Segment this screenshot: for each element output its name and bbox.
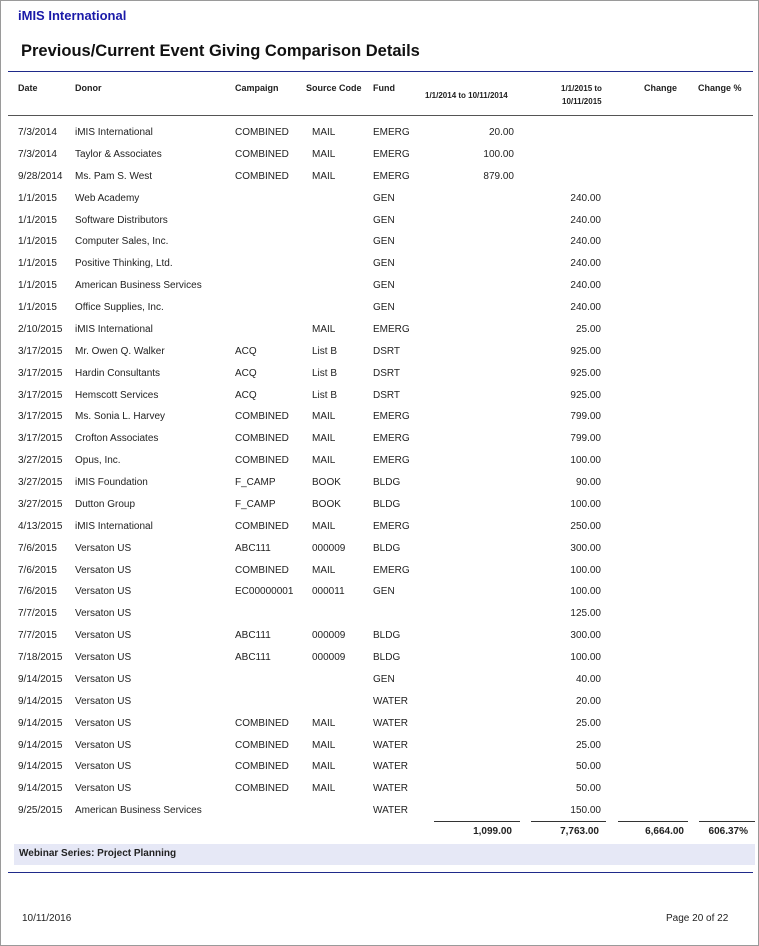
cell-campaign: COMBINED xyxy=(235,717,289,729)
cell-campaign: COMBINED xyxy=(235,127,289,138)
cell-cur-amount: 125.00 xyxy=(570,608,601,620)
cell-fund: BLDG xyxy=(373,477,401,488)
cell-campaign: COMBINED xyxy=(235,739,289,751)
col-header-source-code: Source Code xyxy=(306,83,362,93)
col-header-cur-period-line1: 1/1/2015 to xyxy=(561,84,602,93)
cell-donor: Opus, Inc. xyxy=(75,455,121,467)
cell-cur-amount: 240.00 xyxy=(570,214,601,226)
cell-date: 1/1/2015 xyxy=(18,214,57,226)
cell-donor: iMIS Foundation xyxy=(75,477,148,488)
cell-donor: Mr. Owen Q. Walker xyxy=(75,345,165,357)
cell-source-code: 000009 xyxy=(312,542,346,554)
cell-fund: WATER xyxy=(373,783,408,795)
cell-campaign: ABC111 xyxy=(235,542,271,554)
cell-source-code: MAIL xyxy=(312,433,336,445)
cell-cur-amount: 799.00 xyxy=(570,433,601,445)
cell-date: 3/17/2015 xyxy=(18,345,63,357)
cell-donor: Taylor & Associates xyxy=(75,148,162,160)
cell-cur-amount: 100.00 xyxy=(570,498,601,510)
cell-cur-amount: 100.00 xyxy=(570,455,601,467)
table-row xyxy=(1,669,759,690)
table-row xyxy=(1,188,759,209)
cell-cur-amount: 25.00 xyxy=(575,717,601,729)
col-header-prev-period: 1/1/2014 to 10/11/2014 xyxy=(425,91,508,100)
table-row xyxy=(1,363,759,384)
cell-date: 1/1/2015 xyxy=(18,236,57,248)
cell-donor: Versaton US xyxy=(75,564,132,576)
cell-donor: Software Distributors xyxy=(75,214,168,226)
cell-date: 7/6/2015 xyxy=(18,564,57,576)
cell-campaign: ACQ xyxy=(235,389,257,401)
cell-donor: American Business Services xyxy=(75,805,202,817)
cell-date: 3/17/2015 xyxy=(18,389,63,401)
cell-source-code: List B xyxy=(312,345,338,357)
cell-date: 1/1/2015 xyxy=(18,192,57,204)
footer-divider xyxy=(8,872,753,873)
col-header-cur-period-line2: 10/11/2015 xyxy=(562,97,602,106)
cell-cur-amount: 100.00 xyxy=(570,652,601,663)
cell-campaign: COMBINED xyxy=(235,455,289,467)
cell-donor: Versaton US xyxy=(75,673,132,685)
cell-date: 1/1/2015 xyxy=(18,302,57,313)
cell-donor: Hardin Consultants xyxy=(75,367,161,379)
cell-source-code: 000011 xyxy=(312,586,345,598)
cell-cur-amount: 925.00 xyxy=(570,389,601,401)
table-row xyxy=(1,516,759,537)
cell-donor: Computer Sales, Inc. xyxy=(75,236,169,248)
cell-campaign: COMBINED xyxy=(235,520,289,532)
cell-donor: Versaton US xyxy=(75,761,132,773)
cell-campaign: EC00000001 xyxy=(235,586,294,598)
cell-cur-amount: 240.00 xyxy=(570,280,601,292)
table-row xyxy=(1,144,759,165)
table-row xyxy=(1,341,759,362)
cell-fund: WATER xyxy=(373,805,408,817)
cell-cur-amount: 50.00 xyxy=(575,761,601,773)
cell-source-code: 000009 xyxy=(312,630,346,642)
cell-source-code: BOOK xyxy=(312,498,341,510)
report-title: Previous/Current Event Giving Comparison Details xyxy=(21,42,420,60)
cell-source-code: List B xyxy=(312,367,338,379)
cell-donor: Web Academy xyxy=(75,192,140,204)
cell-date: 1/1/2015 xyxy=(18,280,57,292)
cell-donor: Versaton US xyxy=(75,783,132,795)
cell-fund: GEN xyxy=(373,302,395,313)
cell-campaign: COMBINED xyxy=(235,433,289,445)
col-header-change: Change xyxy=(644,83,678,93)
footer-page-number: Page 20 of 22 xyxy=(666,913,729,924)
cell-donor: Versaton US xyxy=(75,652,132,663)
cell-fund: EMERG xyxy=(373,411,410,423)
cell-date: 7/7/2015 xyxy=(18,630,57,642)
cell-fund: WATER xyxy=(373,695,408,707)
cell-fund: WATER xyxy=(373,739,408,751)
cell-donor: Versaton US xyxy=(75,717,132,729)
cell-date: 9/14/2015 xyxy=(18,695,63,707)
cell-date: 9/25/2015 xyxy=(18,805,63,817)
table-row xyxy=(1,735,759,756)
table-row xyxy=(1,428,759,449)
cell-donor: Versaton US xyxy=(75,542,132,554)
cell-campaign: COMBINED xyxy=(235,170,289,182)
cell-date: 9/14/2015 xyxy=(18,717,63,729)
cell-donor: Hemscott Services xyxy=(75,389,159,401)
cell-source-code: MAIL xyxy=(312,127,336,138)
cell-donor: Versaton US xyxy=(75,608,132,620)
cell-fund: DSRT xyxy=(373,389,401,401)
cell-campaign: COMBINED xyxy=(235,411,289,423)
cell-donor: iMIS International xyxy=(75,520,153,532)
cell-source-code: MAIL xyxy=(312,323,336,335)
table-row xyxy=(1,275,759,296)
cell-fund: EMERG xyxy=(373,455,410,467)
cell-cur-amount: 240.00 xyxy=(570,236,601,248)
cell-cur-amount: 799.00 xyxy=(570,411,601,423)
table-row xyxy=(1,647,759,668)
cell-campaign: ABC111 xyxy=(235,652,271,663)
cell-donor: Dutton Group xyxy=(75,498,136,510)
cell-fund: EMERG xyxy=(373,170,410,182)
table-row xyxy=(1,560,759,581)
total-line-cur xyxy=(531,821,606,822)
cell-date: 7/3/2014 xyxy=(18,148,57,160)
total-change: 6,664.00 xyxy=(645,826,684,837)
cell-fund: GEN xyxy=(373,236,395,248)
cell-cur-amount: 300.00 xyxy=(570,542,601,554)
total-prev: 1,099.00 xyxy=(473,826,512,837)
cell-campaign: F_CAMP xyxy=(235,498,276,510)
cell-date: 9/14/2015 xyxy=(18,673,63,685)
cell-fund: DSRT xyxy=(373,345,401,357)
group-header xyxy=(14,844,755,865)
cell-source-code: MAIL xyxy=(312,783,336,795)
header-divider xyxy=(8,115,753,116)
total-cur: 7,763.00 xyxy=(560,826,599,837)
cell-prev-amount: 100.00 xyxy=(483,148,514,160)
cell-donor: iMIS International xyxy=(75,323,153,335)
cell-cur-amount: 300.00 xyxy=(570,630,601,642)
table-row xyxy=(1,253,759,274)
table-row xyxy=(1,231,759,252)
cell-source-code: MAIL xyxy=(312,148,336,160)
cell-cur-amount: 20.00 xyxy=(575,695,601,707)
table-row xyxy=(1,166,759,187)
cell-source-code: MAIL xyxy=(312,411,336,423)
cell-cur-amount: 100.00 xyxy=(570,586,601,598)
cell-campaign: COMBINED xyxy=(235,564,289,576)
cell-fund: EMERG xyxy=(373,520,410,532)
cell-date: 9/28/2014 xyxy=(18,170,63,182)
cell-cur-amount: 150.00 xyxy=(570,805,601,817)
cell-source-code: BOOK xyxy=(312,477,341,488)
cell-fund: GEN xyxy=(373,214,395,226)
cell-cur-amount: 240.00 xyxy=(570,192,601,204)
table-row xyxy=(1,210,759,231)
cell-campaign: COMBINED xyxy=(235,783,289,795)
table-row xyxy=(1,406,759,427)
col-header-donor: Donor xyxy=(75,83,102,93)
cell-date: 3/17/2015 xyxy=(18,411,63,423)
cell-date: 9/14/2015 xyxy=(18,783,63,795)
cell-fund: EMERG xyxy=(373,127,410,138)
cell-donor: Office Supplies, Inc. xyxy=(75,302,164,313)
cell-date: 3/27/2015 xyxy=(18,498,63,510)
cell-cur-amount: 100.00 xyxy=(570,564,601,576)
cell-source-code: MAIL xyxy=(312,520,336,532)
col-header-change-pct: Change % xyxy=(698,83,742,93)
cell-fund: GEN xyxy=(373,673,395,685)
cell-source-code: MAIL xyxy=(312,455,336,467)
cell-fund: GEN xyxy=(373,258,395,270)
cell-fund: BLDG xyxy=(373,542,401,554)
cell-campaign: ABC111 xyxy=(235,630,271,642)
cell-date: 7/3/2014 xyxy=(18,127,57,138)
cell-source-code: MAIL xyxy=(312,739,336,751)
cell-date: 3/27/2015 xyxy=(18,455,63,467)
cell-source-code: 000009 xyxy=(312,652,346,663)
cell-date: 7/18/2015 xyxy=(18,652,63,663)
cell-date: 4/13/2015 xyxy=(18,520,63,532)
cell-fund: EMERG xyxy=(373,148,410,160)
cell-prev-amount: 20.00 xyxy=(488,127,514,138)
cell-campaign: COMBINED xyxy=(235,761,289,773)
table-row xyxy=(1,756,759,777)
cell-fund: BLDG xyxy=(373,498,401,510)
cell-donor: Positive Thinking, Ltd. xyxy=(75,258,173,270)
col-header-campaign: Campaign xyxy=(235,83,279,93)
cell-donor: Versaton US xyxy=(75,739,132,751)
cell-date: 7/6/2015 xyxy=(18,542,57,554)
cell-source-code: MAIL xyxy=(312,170,336,182)
cell-date: 9/14/2015 xyxy=(18,761,63,773)
cell-fund: WATER xyxy=(373,717,408,729)
table-row xyxy=(1,538,759,559)
table-row xyxy=(1,297,759,318)
cell-donor: Crofton Associates xyxy=(75,433,159,445)
cell-donor: Versaton US xyxy=(75,630,132,642)
cell-source-code: List B xyxy=(312,389,338,401)
col-header-fund: Fund xyxy=(373,83,395,93)
title-divider xyxy=(8,71,753,72)
cell-donor: Ms. Pam S. West xyxy=(75,170,153,182)
cell-fund: EMERG xyxy=(373,564,410,576)
cell-cur-amount: 25.00 xyxy=(575,739,601,751)
table-row xyxy=(1,800,759,821)
cell-donor: Versaton US xyxy=(75,586,132,598)
cell-fund: BLDG xyxy=(373,652,401,663)
cell-campaign: ACQ xyxy=(235,345,257,357)
total-change-pct: 606.37% xyxy=(708,826,748,837)
cell-cur-amount: 250.00 xyxy=(570,520,601,532)
cell-cur-amount: 925.00 xyxy=(570,367,601,379)
cell-cur-amount: 90.00 xyxy=(575,477,601,488)
cell-fund: EMERG xyxy=(373,323,410,335)
cell-cur-amount: 50.00 xyxy=(575,783,601,795)
cell-date: 2/10/2015 xyxy=(18,323,63,335)
cell-fund: WATER xyxy=(373,761,408,773)
cell-source-code: MAIL xyxy=(312,761,336,773)
table-row xyxy=(1,494,759,515)
cell-fund: GEN xyxy=(373,280,395,292)
cell-donor: iMIS International xyxy=(75,127,153,138)
table-row xyxy=(1,778,759,799)
cell-date: 7/7/2015 xyxy=(18,608,57,620)
cell-cur-amount: 25.00 xyxy=(575,323,601,335)
total-line-prev xyxy=(434,821,520,822)
table-row xyxy=(1,122,759,143)
cell-fund: GEN xyxy=(373,586,395,598)
cell-fund: DSRT xyxy=(373,367,401,379)
cell-donor: American Business Services xyxy=(75,280,202,292)
cell-date: 7/6/2015 xyxy=(18,586,57,598)
org-name: iMIS International xyxy=(18,8,127,23)
cell-fund: EMERG xyxy=(373,433,410,445)
cell-source-code: MAIL xyxy=(312,564,336,576)
cell-date: 9/14/2015 xyxy=(18,739,63,751)
cell-donor: Ms. Sonia L. Harvey xyxy=(75,411,166,423)
table-row xyxy=(1,603,759,624)
cell-source-code: MAIL xyxy=(312,717,336,729)
cell-cur-amount: 925.00 xyxy=(570,345,601,357)
table-row xyxy=(1,713,759,734)
cell-campaign: F_CAMP xyxy=(235,477,276,488)
cell-fund: BLDG xyxy=(373,630,401,642)
table-row xyxy=(1,319,759,340)
cell-cur-amount: 240.00 xyxy=(570,302,601,313)
cell-fund: GEN xyxy=(373,192,395,204)
cell-date: 1/1/2015 xyxy=(18,258,57,270)
table-row xyxy=(1,472,759,493)
group-label: Webinar Series: Project Planning xyxy=(19,848,177,859)
table-row xyxy=(1,581,759,602)
cell-prev-amount: 879.00 xyxy=(483,170,514,182)
cell-campaign: COMBINED xyxy=(235,148,289,160)
cell-date: 3/27/2015 xyxy=(18,477,63,488)
cell-date: 3/17/2015 xyxy=(18,433,63,445)
total-line-change xyxy=(618,821,688,822)
cell-cur-amount: 240.00 xyxy=(570,258,601,270)
col-header-date: Date xyxy=(18,83,38,93)
cell-campaign: ACQ xyxy=(235,367,257,379)
table-row xyxy=(1,625,759,646)
cell-donor: Versaton US xyxy=(75,695,132,707)
total-line-change-pct xyxy=(699,821,755,822)
footer-date: 10/11/2016 xyxy=(22,913,72,924)
table-row xyxy=(1,691,759,712)
table-row xyxy=(1,385,759,406)
cell-cur-amount: 40.00 xyxy=(575,673,601,685)
cell-date: 3/17/2015 xyxy=(18,367,63,379)
table-row xyxy=(1,450,759,471)
